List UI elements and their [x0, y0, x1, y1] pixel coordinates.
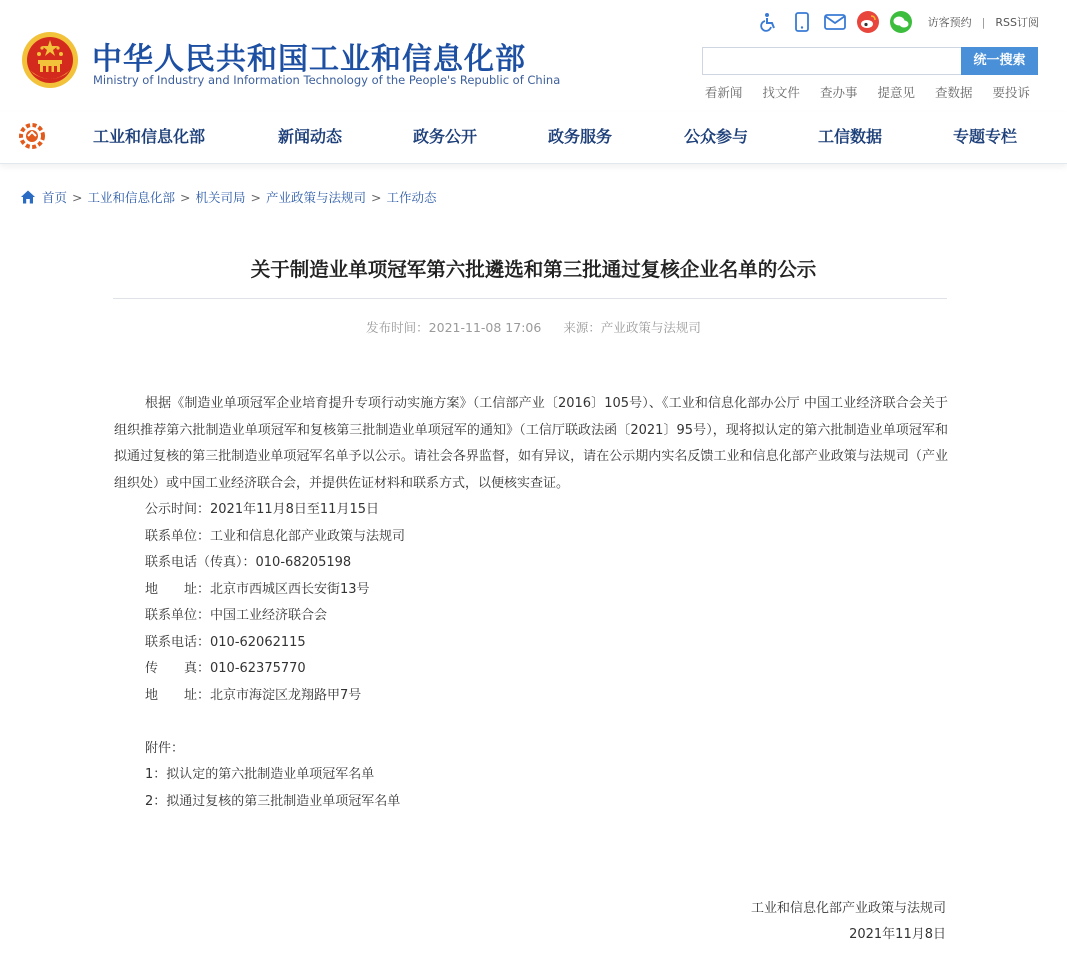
breadcrumb-miit[interactable]: 工业和信息化部: [87, 190, 176, 205]
breadcrumb-policy-department[interactable]: 产业政策与法规司: [266, 190, 367, 205]
article-meta: [0, 318, 1067, 336]
title-divider: [113, 298, 947, 299]
breadcrumb: [20, 188, 437, 206]
accessibility-icon[interactable]: [757, 10, 781, 34]
quick-link-data[interactable]: 查数据: [934, 85, 973, 100]
quick-link-services[interactable]: 查办事: [819, 85, 858, 100]
spacer: [114, 709, 948, 736]
national-emblem-logo[interactable]: [20, 30, 80, 90]
contact-unit-2: 联系单位：中国工业经济联合会: [145, 608, 328, 623]
source-label: 来源：: [563, 320, 601, 335]
breadcrumb-separator: >: [180, 189, 191, 205]
wechat-icon[interactable]: [889, 10, 913, 34]
contact-phone-fax-1: 联系电话（传真）：010-68205198: [145, 555, 352, 570]
visitor-appointment-link[interactable]: 访客预约: [927, 16, 972, 29]
breadcrumb-home[interactable]: 首页: [42, 190, 68, 205]
mobile-icon[interactable]: [790, 10, 814, 34]
attachments-label: 附件：: [145, 740, 185, 756]
breadcrumb-work-updates[interactable]: 工作动态: [386, 190, 437, 205]
article-title: 关于制造业单项冠军第六批遴选和第三批通过复核企业名单的公示: [250, 258, 817, 281]
breadcrumb-separator: >: [371, 189, 382, 205]
article-body: [114, 391, 948, 815]
breadcrumb-separator: >: [250, 189, 261, 205]
nav-item-news[interactable]: 新闻动态: [278, 127, 343, 146]
rss-subscribe-link[interactable]: RSS订阅: [995, 16, 1039, 29]
nav-item-special-topics[interactable]: 专题专栏: [953, 127, 1018, 146]
signature: [751, 896, 946, 948]
signature-org: 工业和信息化部产业政策与法规司: [750, 901, 946, 916]
address-1: 地 址：北京市西城区西长安街13号: [145, 581, 370, 597]
weibo-icon[interactable]: [856, 10, 880, 34]
nav-item-public-participation[interactable]: 公众参与: [684, 127, 749, 146]
contact-unit-1: 联系单位：工业和信息化部产业政策与法规司: [145, 528, 406, 544]
publish-time: 2021-11-08 17:06: [428, 320, 542, 335]
quick-links: [685, 83, 1030, 101]
site-subtitle: Ministry of Industry and Information Technology of the People's Republic of China: [93, 73, 561, 87]
breadcrumb-separator: >: [72, 189, 83, 205]
source-value: 产业政策与法规司: [600, 320, 701, 335]
ministry-gear-logo-icon[interactable]: [18, 122, 46, 150]
quick-link-documents[interactable]: 找文件: [762, 85, 800, 100]
nav-item-government-services[interactable]: 政务服务: [548, 127, 613, 146]
attachment-link-2[interactable]: 2：拟通过复核的第三批制造业单项冠军名单: [145, 793, 401, 809]
address-2: 地 址：北京市海淀区龙翔路甲7号: [145, 687, 362, 703]
home-icon[interactable]: [20, 189, 36, 205]
nav-item-government-affairs[interactable]: 政务公开: [413, 127, 478, 146]
search-button[interactable]: 统一搜索: [961, 47, 1038, 75]
publish-time-label: 发布时间：: [366, 320, 429, 335]
publicity-period: 公示时间：2021年11月8日至11月15日: [145, 502, 379, 517]
quick-link-news[interactable]: 看新闻: [704, 85, 743, 100]
search-input[interactable]: [702, 47, 961, 75]
quick-link-complaint[interactable]: 要投诉: [992, 85, 1030, 100]
nav-item-miit[interactable]: 工业和信息化部: [93, 127, 206, 146]
article-paragraph: 根据《制造业单项冠军企业培育提升专项行动实施方案》（工信部产业〔2016〕105号）、《工业和信息化部办公厅 中国工业经济联合会关于组织推荐第六批制造业单项冠军和复核第三批制造业单项冠军的通知》（工信厅联政法函〔2021〕95号），现将拟认定的第六批制造业单项冠军和拟通过复核的第三批制造业单项冠军名单予以公示。请社会各界监督，如有异议，请在公示期内实名反馈工业和信息化部产业政策与法规司（产业组织处）或中国工业经济联合会，并提供佐证材料和联系方式，以便核实查证。: [114, 396, 948, 491]
site-title[interactable]: 中华人民共和国工业和信息化部: [92, 42, 526, 77]
signature-date: 2021年11月8日: [849, 927, 946, 942]
attachment-link-1[interactable]: 1：拟认定的第六批制造业单项冠军名单: [145, 767, 375, 782]
quick-link-feedback[interactable]: 提意见: [877, 85, 915, 100]
utility-bar: [757, 8, 1039, 36]
nav-item-data[interactable]: 工信数据: [818, 127, 883, 146]
fax-2: 传 真：010-62375770: [145, 661, 306, 676]
mail-icon[interactable]: [823, 10, 847, 34]
contact-phone-2: 联系电话：010-62062115: [145, 634, 306, 650]
site-header: [0, 0, 1067, 112]
main-nav: [0, 112, 1067, 164]
breadcrumb-departments[interactable]: 机关司局: [195, 190, 246, 205]
util-separator: |: [981, 15, 986, 29]
